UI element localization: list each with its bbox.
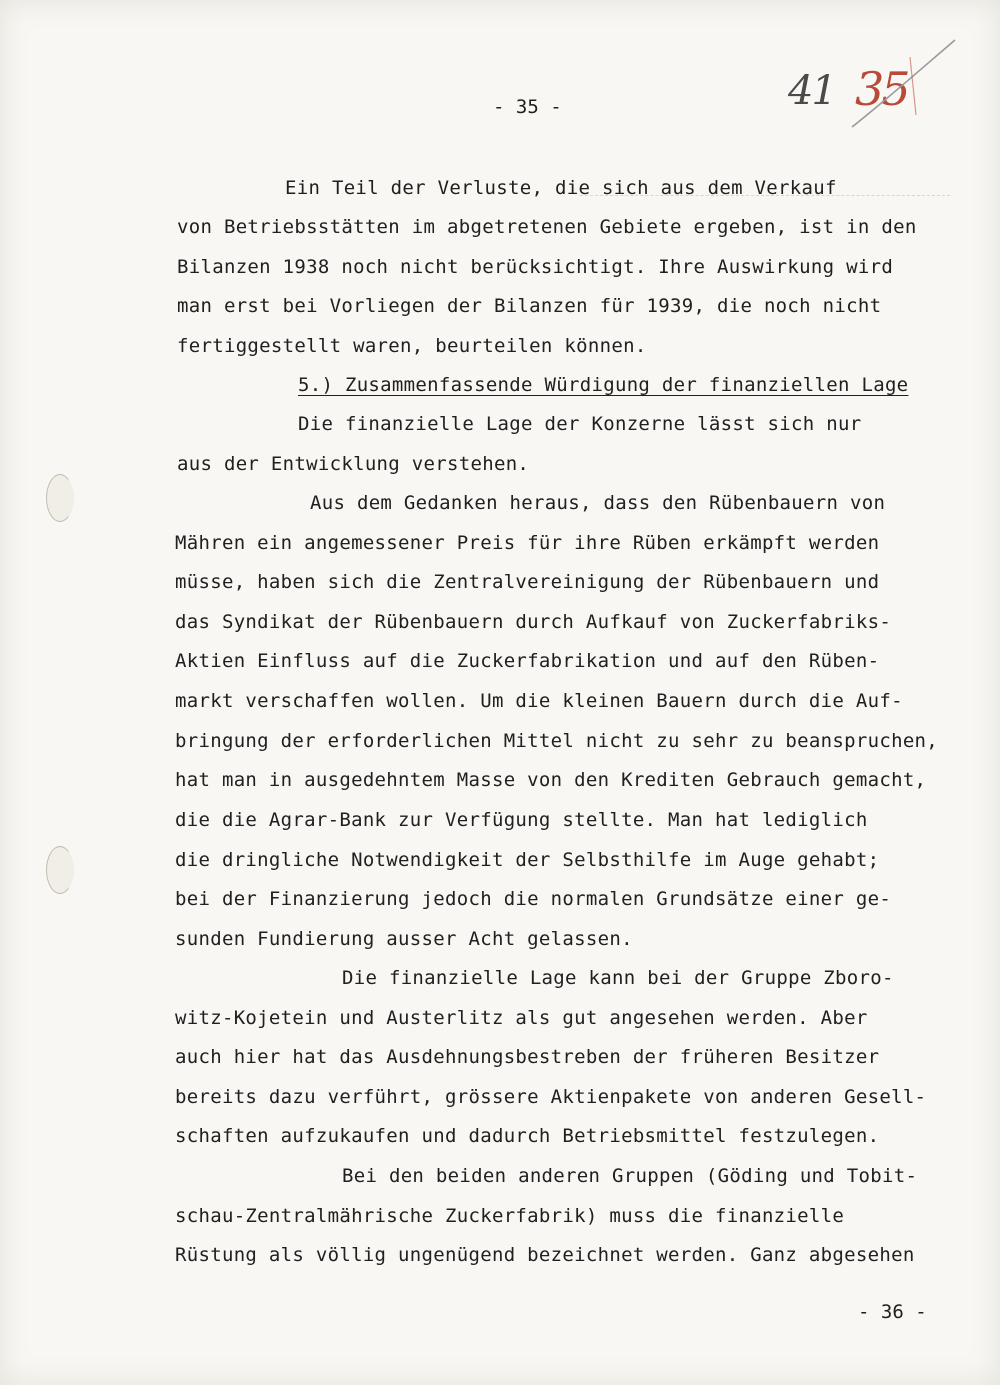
- text-line-14: markt verschaffen wollen. Um die kleinen Bauern durch die Auf-: [175, 690, 903, 712]
- punch-hole-bottom: [46, 846, 74, 894]
- text-line-13: Aktien Einfluss auf die Zuckerfabrikation und auf den Rüben-: [175, 650, 880, 672]
- text-line-1: Ein Teil der Verluste, die sich aus dem Verkauf: [285, 177, 837, 199]
- text-line-2: von Betriebsstätten im abgetretenen Gebiete ergeben, ist in den: [177, 216, 917, 238]
- text-line-26: Bei den beiden anderen Gruppen (Göding und Tobit-: [342, 1165, 918, 1187]
- text-line-15: bringung der erforderlichen Mittel nicht zu sehr zu beanspruchen,: [175, 730, 939, 752]
- text-line-10: Mähren ein angemessener Preis für ihre Rüben erkämpft werden: [175, 532, 880, 554]
- text-line-22: witz-Kojetein und Austerlitz als gut angesehen werden. Aber: [175, 1007, 868, 1029]
- section-heading: 5.) Zusammenfassende Würdigung der finanziellen Lage: [298, 374, 909, 396]
- punch-hole-top: [46, 474, 74, 522]
- handwritten-struck-number: 35: [855, 62, 908, 116]
- text-line-21: Die finanzielle Lage kann bei der Gruppe Zboro-: [342, 967, 894, 989]
- text-line-3: Bilanzen 1938 noch nicht berücksichtigt. Ihre Auswirkung wird: [177, 256, 894, 278]
- text-line-18: die dringliche Notwendigkeit der Selbsthilfe im Auge gehabt;: [175, 849, 880, 871]
- handwritten-archive-number: 41: [788, 68, 835, 114]
- text-line-7: Die finanzielle Lage der Konzerne lässt sich nur: [298, 413, 862, 435]
- next-page-indicator: - 36 -: [858, 1301, 927, 1323]
- text-line-27: schau-Zentralmährische Zuckerfabrik) muss die finanzielle: [175, 1205, 845, 1227]
- text-line-19: bei der Finanzierung jedoch die normalen Grundsätze einer ge-: [175, 888, 892, 910]
- text-line-11: müsse, haben sich die Zentralvereinigung der Rübenbauern und: [175, 571, 880, 593]
- text-line-9: Aus dem Gedanken heraus, dass den Rübenbauern von: [310, 492, 886, 514]
- page-number: - 35 -: [493, 96, 562, 118]
- text-line-24: bereits dazu verführt, grössere Aktienpakete von anderen Gesell-: [175, 1086, 927, 1108]
- text-line-23: auch hier hat das Ausdehnungsbestreben der früheren Besitzer: [175, 1046, 880, 1068]
- text-line-12: das Syndikat der Rübenbauern durch Aufkauf von Zuckerfabriks-: [175, 611, 892, 633]
- text-line-16: hat man in ausgedehntem Masse von den Krediten Gebrauch gemacht,: [175, 769, 927, 791]
- text-line-4: man erst bei Vorliegen der Bilanzen für 1939, die noch nicht: [177, 295, 882, 317]
- text-line-17: die die Agrar-Bank zur Verfügung stellte. Man hat lediglich: [175, 809, 868, 831]
- text-line-25: schaften aufzukaufen und dadurch Betriebsmittel festzulegen.: [175, 1125, 880, 1147]
- text-line-8: aus der Entwicklung verstehen.: [177, 453, 530, 475]
- text-line-20: sunden Fundierung ausser Acht gelassen.: [175, 928, 633, 950]
- text-line-5: fertiggestellt waren, beurteilen können.: [177, 335, 647, 357]
- text-line-28: Rüstung als völlig ungenügend bezeichnet werden. Ganz abgesehen: [175, 1244, 915, 1266]
